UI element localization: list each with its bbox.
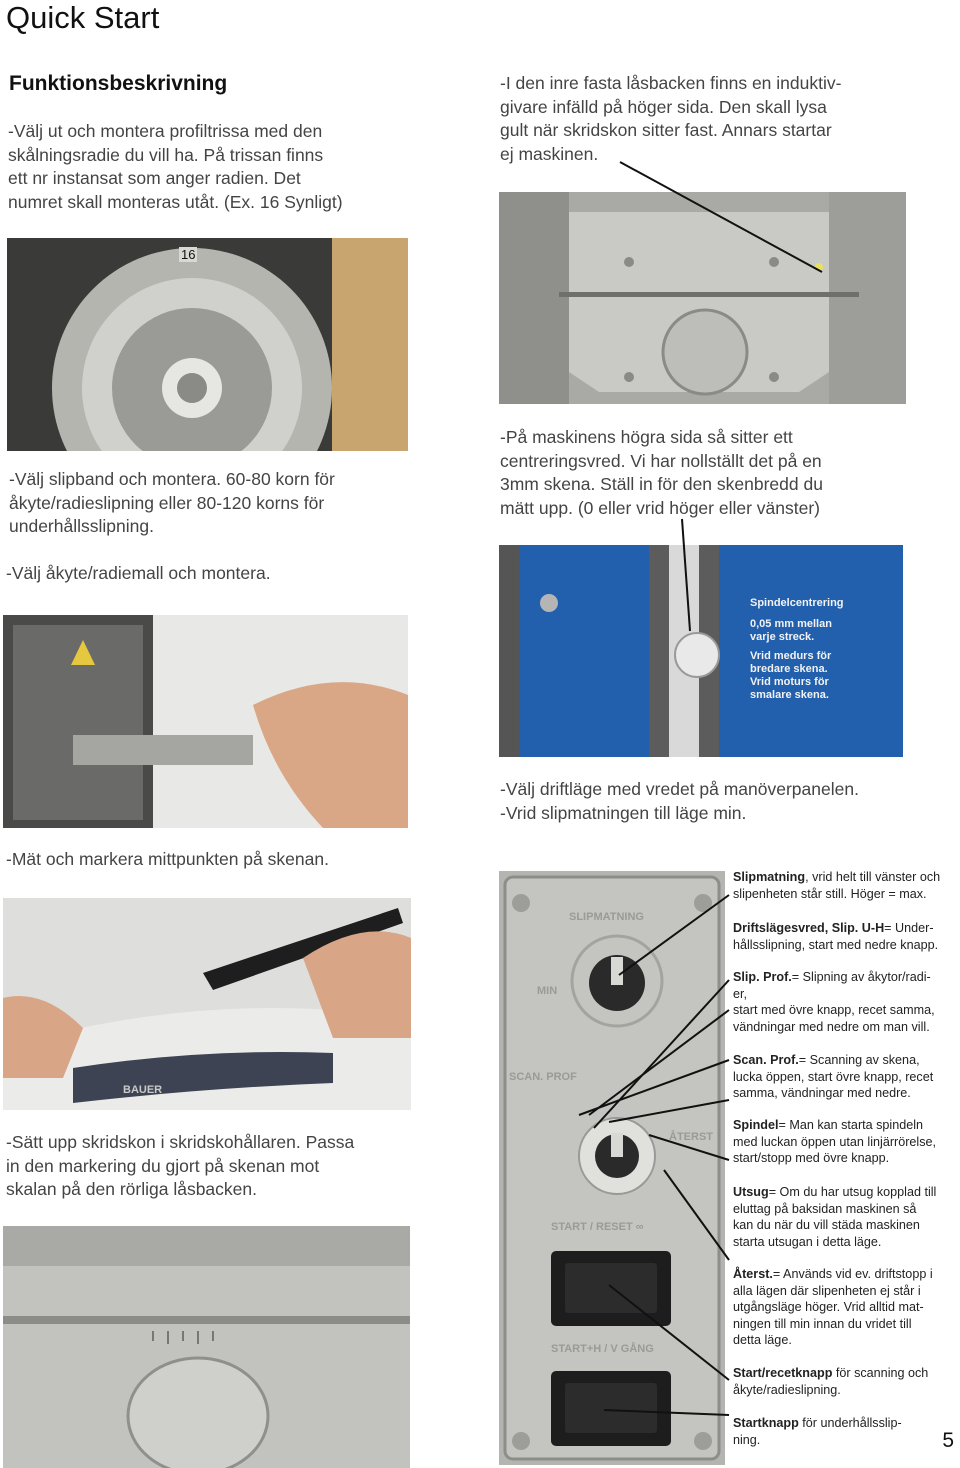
spindle-line-1: 0,05 mm mellan [750,618,832,630]
paragraph-measure-mark: -Mät och markera mittpunkten på skenan. [6,849,329,869]
spindle-line-6: smalare skena. [750,689,829,701]
note-slip-prof-text: = Slipning av åkytor/radi- er, start med övre knapp, recet samma, vändningar med nedre om man vill. [733,970,935,1034]
spindle-instruction-label [750,597,844,702]
note-utsug-term: Utsug [733,1185,769,1199]
note-driftslagesvred [733,920,959,953]
panel-pointer-lines [499,860,739,1420]
note-slipmatning-text: , vrid helt till vänster och slipenheten står still. Höger = max. [733,870,941,901]
skate-brand-label: BAUER [123,1084,163,1096]
note-utsug [733,1184,959,1250]
paragraph-sanding-belt: -Välj slipband och montera. 60-80 korn för åkyte/radieslipning eller 80-120 korns för underhållsslipning. [9,469,335,536]
paragraph-inductive-sensor: -I den inre fasta låsbacken finns en induktiv- givare infälld på höger sida. Den skall lysa gult när skridskon sitter fast. Annars startar ej maskinen. [500,73,842,164]
photo-template-mounting [3,615,408,828]
note-startknapp-text: för underhållsslip- ning. [733,1416,902,1447]
paragraph-operating-mode: -Välj driftläge med vredet på manöverpanelen. -Vrid slipmatningen till läge min. [500,779,859,823]
page-title: Quick Start [6,0,160,35]
note-driftslagesvred-text: = Under- hållsslipning, start med nedre knapp. [733,921,939,952]
paragraph-mount-skate: -Sätt upp skridskon i skridskohållaren. Passa in den markering du gjort på skenan mot skalan på den rörliga låsbacken. [6,1132,355,1199]
note-start-recetknapp-term: Start/recetknapp [733,1366,833,1380]
spindle-line-2: varje streck. [750,631,815,643]
section-heading: Funktionsbeskrivning [9,72,228,95]
note-scan-prof-text: = Scanning av skena, lucka öppen, start övre knapp, recet samma, vändningar med nedre. [733,1053,934,1101]
paragraph-radius-template: -Välj åkyte/radiemall och montera. [6,563,271,583]
pointer-line-slipmatning [619,895,729,975]
pointer-line-knob [670,515,700,635]
note-scan-prof [733,1052,959,1102]
note-slip-prof-term: Slip. Prof. [733,970,792,984]
note-start-recetknapp-text: för scanning och åkyte/radieslipning. [733,1366,929,1397]
note-spindel-term: Spindel [733,1118,779,1132]
note-slip-prof [733,969,959,1035]
panel-label-min: MIN [537,985,558,997]
pointer-line-start-reset [609,1285,729,1380]
note-slipmatning [733,869,959,902]
pointer-line-scan-prof [579,1060,729,1115]
wheel-number-label: 16 [181,247,196,262]
note-scan-prof-term: Scan. Prof. [733,1053,799,1067]
paragraph-profile-wheel: -Välj ut och montera profiltrissa med den skålningsradie du vill ha. På trissan finns ett nr instansat som anger radien. Det numret skall monteras utåt. (Ex. 16 Synligt) [8,121,343,212]
note-spindel-text: = Man kan starta spindeln med luckan öppen utan linjärrörelse, start/stopp med övre knapp. [733,1118,937,1166]
photo-marking-blade [3,898,411,1110]
pointer-line-driftslage [594,980,729,1128]
note-startknapp [733,1415,923,1448]
note-aterst [733,1266,959,1349]
panel-label-scan: SCAN. PROF [509,1071,577,1083]
note-aterst-term: Återst. [733,1267,773,1281]
photo-profile-wheel [7,238,408,451]
panel-label-start-hv: START+H / V GÅNG [551,1343,654,1355]
page-number: 5 [942,1429,954,1452]
pointer-line-spindel [609,1100,729,1122]
note-driftslagesvred-term: Driftslägesvred, Slip. U-H [733,921,885,935]
note-aterst-text: = Används vid ev. driftstopp i alla lägen där slipenheten ej står i utgångsläge höger. Vrid alltid mat- ningen till min innan du vridet till detta läge. [733,1267,933,1348]
panel-label-aterst: ÅTERST [669,1131,713,1143]
spindle-line-5: Vrid moturs för [750,676,829,688]
pointer-line-utsug [649,1135,729,1160]
paragraph-centering-knob: -På maskinens högra sida så sitter ett centreringsvred. Vi har nollställt det på en 3mm skena. Ställ in för den skenbredd du mätt upp. (0 eller vrid höger eller vänster) [500,427,823,518]
note-slipmatning-term: Slipmatning [733,870,806,884]
note-start-recetknapp [733,1365,959,1398]
note-spindel [733,1117,959,1167]
pointer-line-slip-prof [589,1010,729,1115]
photo-spindle-centering [499,545,903,757]
panel-label-start-reset: START / RESET ∞ [551,1221,644,1233]
note-startknapp-term: Startknapp [733,1416,799,1430]
spindle-label-title: Spindelcentrering [750,597,844,609]
spindle-line-4: bredare skena. [750,663,828,675]
pointer-line-start-knapp [604,1410,729,1415]
photo-movable-jaw-scale [3,1226,410,1468]
panel-label-top: SLIPMATNING [569,911,644,923]
pointer-line-sensor [600,150,830,280]
spindle-line-3: Vrid medurs för [750,650,832,662]
note-utsug-text: = Om du har utsug kopplad till eluttag på baksidan maskinen så kan du när du vill städa maskinen starta utsugan i detta läge. [733,1185,937,1249]
pointer-line-aterst [664,1170,729,1260]
